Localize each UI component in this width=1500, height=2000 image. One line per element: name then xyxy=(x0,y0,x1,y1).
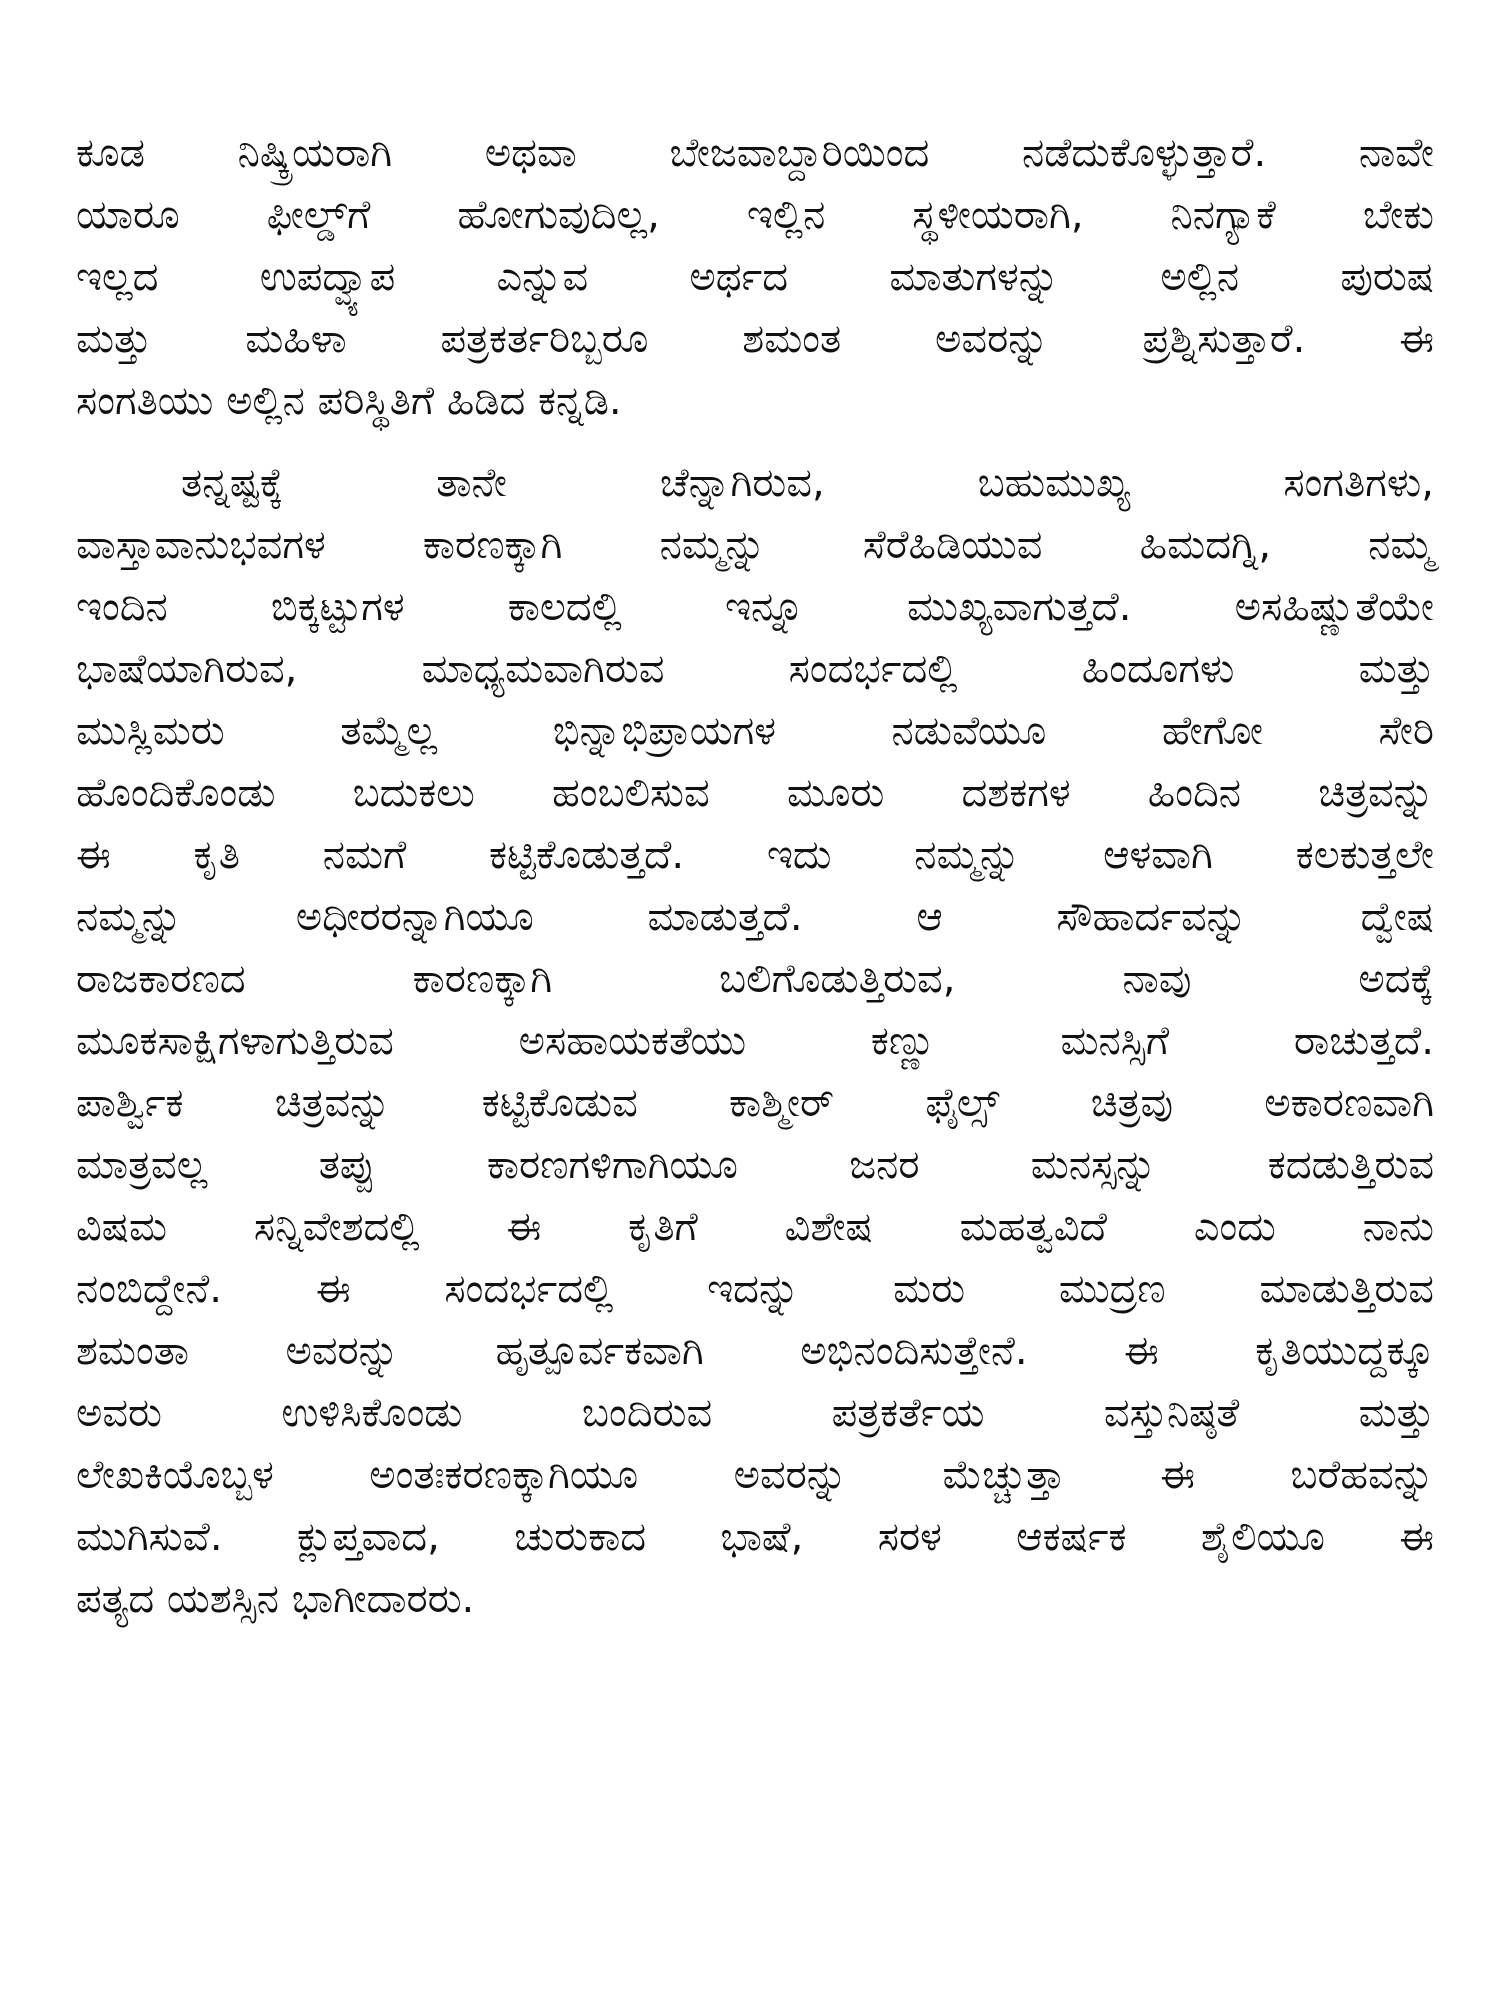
text-line: ಮುಸ್ಲಿಮರು ತಮ್ಮೆಲ್ಲ ಭಿನ್ನಾಭಿಪ್ರಾಯಗಳ ನಡುವೆಯೂ ಹೇಗೋ ಸೇರಿ xyxy=(76,708,1434,754)
text-line: ಲೇಖಕಿಯೊಬ್ಬಳ ಅಂತಃಕರಣಕ್ಕಾಗಿಯೂ ಅವರನ್ನು ಮೆಚ್ಚುತ್ತಾ ಈ ಬರೆಹವನ್ನು xyxy=(76,1452,1434,1498)
text-line: ವಿಷಮ ಸನ್ನಿವೇಶದಲ್ಲಿ ಈ ಕೃತಿಗೆ ವಿಶೇಷ ಮಹತ್ವವಿದೆ ಎಂದು ನಾನು xyxy=(76,1204,1434,1250)
text-line: ವಾಸ್ತಾವಾನುಭವಗಳ ಕಾರಣಕ್ಕಾಗಿ ನಮ್ಮನ್ನು ಸೆರೆಹಿಡಿಯುವ ಹಿಮದಗ್ನಿ, ನಮ್ಮ xyxy=(76,522,1434,568)
text-line: ಈ ಕೃತಿ ನಮಗೆ ಕಟ್ಟಿಕೊಡುತ್ತದೆ. ಇದು ನಮ್ಮನ್ನು ಆಳವಾಗಿ ಕಲಕುತ್ತಲೇ xyxy=(76,832,1434,878)
text-line: ಇಲ್ಲದ ಉಪದ್ವ್ಯಾಪ ಎನ್ನುವ ಅರ್ಥದ ಮಾತುಗಳನ್ನು ಅಲ್ಲಿನ ಪುರುಷ xyxy=(76,254,1434,300)
text-line: ಕೂಡ ನಿಷ್ಕ್ರಿಯರಾಗಿ ಅಥವಾ ಬೇಜವಾಬ್ದಾರಿಯಿಂದ ನಡೆದುಕೊಳ್ಳುತ್ತಾರೆ. ನಾವೇ xyxy=(76,130,1434,176)
text-line: ಮಾತ್ರವಲ್ಲ ತಪ್ಪು ಕಾರಣಗಳಿಗಾಗಿಯೂ ಜನರ ಮನಸ್ಸನ್ನು ಕದಡುತ್ತಿರುವ xyxy=(76,1142,1434,1188)
paragraph-2 xyxy=(76,452,1434,1630)
text-line: ಅವರು ಉಳಿಸಿಕೊಂಡು ಬಂದಿರುವ ಪತ್ರಕರ್ತೆಯ ವಸ್ತುನಿಷ್ಠತೆ ಮತ್ತು xyxy=(76,1390,1434,1436)
text-line: ಪತ್ಯದ ಯಶಸ್ಸಿನ ಭಾಗೀದಾರರು. xyxy=(76,1576,475,1622)
text-line: ಮುಗಿಸುವೆ. ಕ್ಲುಪ್ತವಾದ, ಚುರುಕಾದ ಭಾಷೆ, ಸರಳ ಆಕರ್ಷಕ ಶೈಲಿಯೂ ಈ xyxy=(76,1514,1434,1560)
text-line: ಮೂಕಸಾಕ್ಷಿಗಳಾಗುತ್ತಿರುವ ಅಸಹಾಯಕತೆಯು ಕಣ್ಣು ಮನಸ್ಸಿಗೆ ರಾಚುತ್ತದೆ. xyxy=(76,1018,1434,1064)
text-line: ಯಾರೂ ಫೀಲ್ಡ್‌ಗೆ ಹೋಗುವುದಿಲ್ಲ, ಇಲ್ಲಿನ ಸ್ಥಳೀಯರಾಗಿ, ನಿನಗ್ಯಾಕೆ ಬೇಕು xyxy=(76,192,1434,238)
text-line: ಭಾಷೆಯಾಗಿರುವ, ಮಾಧ್ಯಮವಾಗಿರುವ ಸಂದರ್ಭದಲ್ಲಿ ಹಿಂದೂಗಳು ಮತ್ತು xyxy=(76,646,1434,692)
text-line: ಶಮಂತಾ ಅವರನ್ನು ಹೃತ್ಪೂರ್ವಕವಾಗಿ ಅಭಿನಂದಿಸುತ್ತೇನೆ. ಈ ಕೃತಿಯುದ್ದಕ್ಕೂ xyxy=(76,1328,1434,1374)
text-line: ನಂಬಿದ್ದೇನೆ. ಈ ಸಂದರ್ಭದಲ್ಲಿ ಇದನ್ನು ಮರು ಮುದ್ರಣ ಮಾಡುತ್ತಿರುವ xyxy=(76,1266,1434,1312)
paragraph-1 xyxy=(76,122,1434,432)
text-line: ಹೊಂದಿಕೊಂಡು ಬದುಕಲು ಹಂಬಲಿಸುವ ಮೂರು ದಶಕಗಳ ಹಿಂದಿನ ಚಿತ್ರವನ್ನು xyxy=(76,770,1434,816)
text-line: ನಮ್ಮನ್ನು ಅಧೀರರನ್ನಾಗಿಯೂ ಮಾಡುತ್ತದೆ. ಆ ಸೌಹಾರ್ದವನ್ನು ದ್ವೇಷ xyxy=(76,894,1434,940)
text-line: ರಾಜಕಾರಣದ ಕಾರಣಕ್ಕಾಗಿ ಬಲಿಗೊಡುತ್ತಿರುವ, ನಾವು ಅದಕ್ಕೆ xyxy=(76,956,1434,1002)
text-line: ಇಂದಿನ ಬಿಕ್ಕಟ್ಟುಗಳ ಕಾಲದಲ್ಲಿ ಇನ್ನೂ ಮುಖ್ಯವಾಗುತ್ತದೆ. ಅಸಹಿಷ್ಣುತೆಯೇ xyxy=(76,584,1434,630)
text-line: ಸಂಗತಿಯು ಅಲ್ಲಿನ ಪರಿಸ್ಥಿತಿಗೆ ಹಿಡಿದ ಕನ್ನಡಿ. xyxy=(76,378,622,424)
text-line: ಮತ್ತು ಮಹಿಳಾ ಪತ್ರಕರ್ತರಿಬ್ಬರೂ ಶಮಂತ ಅವರನ್ನು ಪ್ರಶ್ನಿಸುತ್ತಾರೆ. ಈ xyxy=(76,316,1434,362)
text-line: ತನ್ನಷ್ಟಕ್ಕೆ ತಾನೇ ಚೆನ್ನಾಗಿರುವ, ಬಹುಮುಖ್ಯ ಸಂಗತಿಗಳು, xyxy=(181,460,1434,506)
text-line: ಪಾರ್ಶ್ವಿಕ ಚಿತ್ರವನ್ನು ಕಟ್ಟಿಕೊಡುವ ಕಾಶ್ಮೀರ್ ಫೈಲ್ಸ್ ಚಿತ್ರವು ಅಕಾರಣವಾಗಿ xyxy=(76,1080,1434,1126)
document-page xyxy=(76,122,1434,1630)
